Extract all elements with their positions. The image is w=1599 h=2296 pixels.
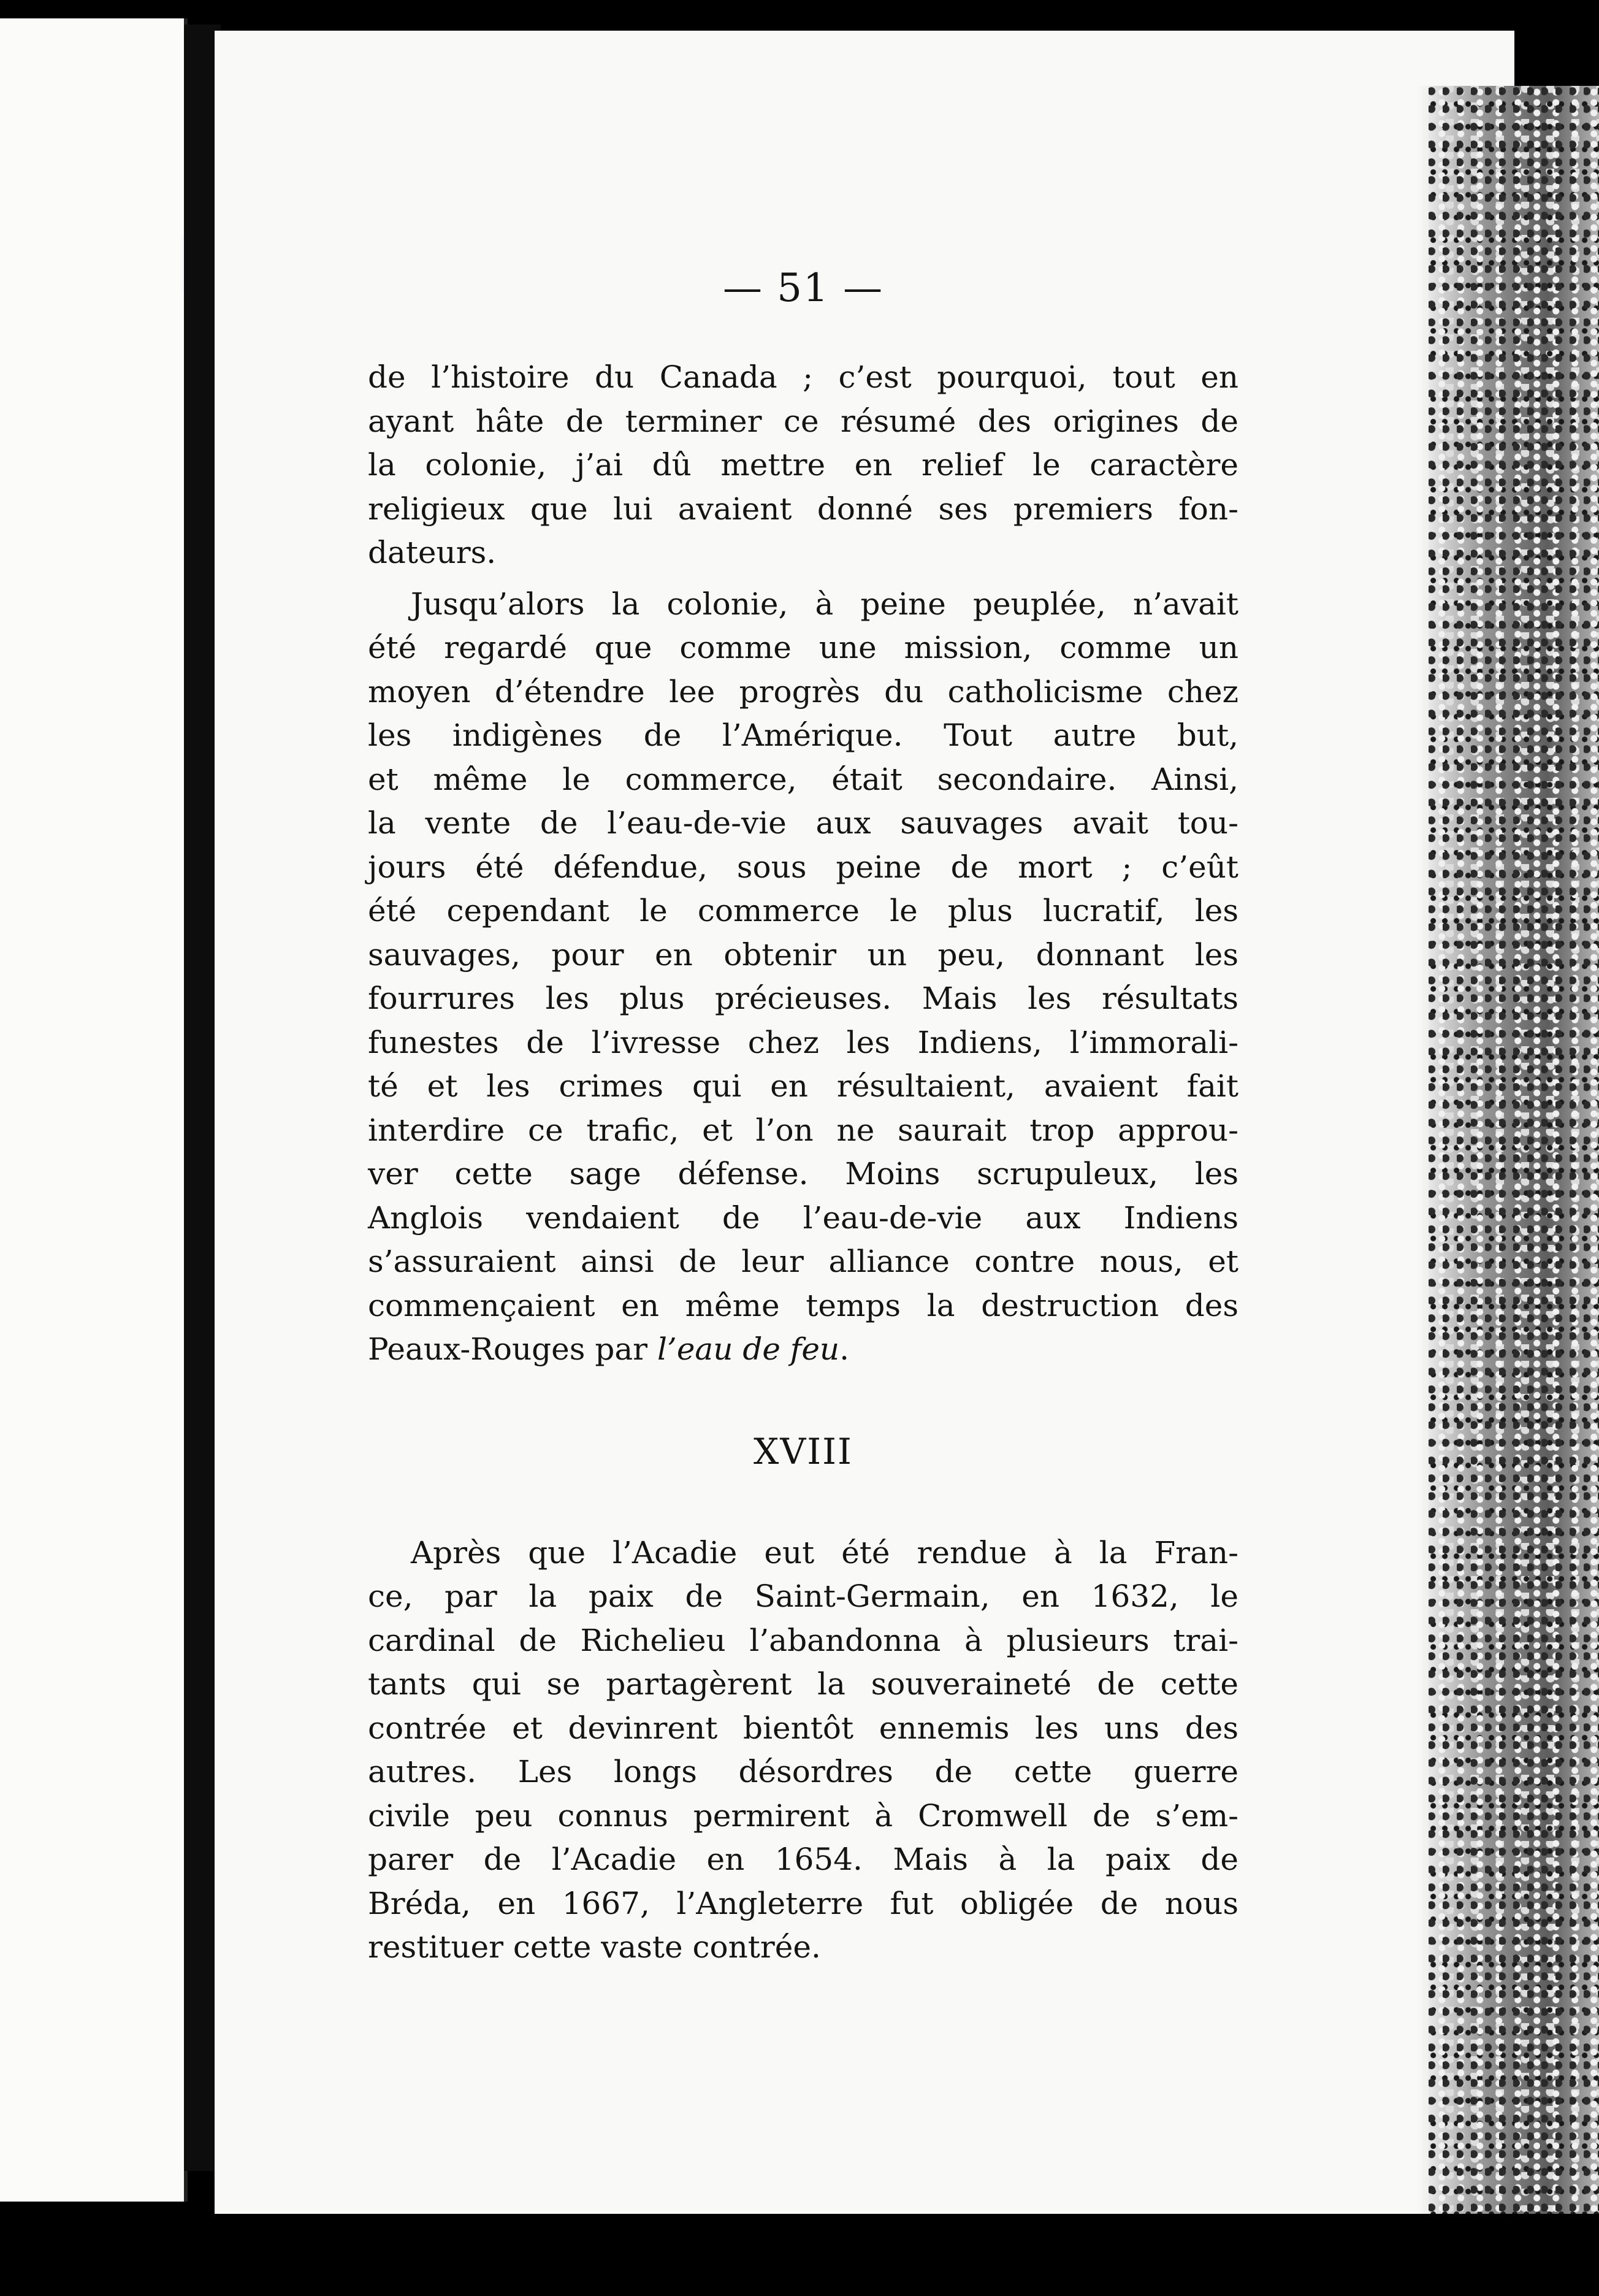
text-line: les indigènes de l’Amérique. Tout autre but,: [368, 718, 1238, 753]
page-fore-edge: [1429, 86, 1599, 2214]
text-line: restituer cette vaste contrée.: [368, 1929, 821, 1965]
text-line: fourrures les plus précieuses. Mais les résultats: [368, 981, 1238, 1016]
previous-page-edge: [0, 18, 188, 2202]
text-line: Jusqu’alors la colonie, à peine peuplée, n’avait: [411, 586, 1238, 622]
text-line: funestes de l’ivresse chez les Indiens, l’immorali-: [368, 1024, 1238, 1060]
text-line: la colonie, j’ai dû mettre en relief le caractère: [368, 447, 1238, 483]
text-segment: .: [839, 1331, 850, 1367]
text-line: moyen d’étendre lee progrès du catholicisme chez: [368, 673, 1238, 710]
text-line: religieux que lui avaient donné ses premiers fon-: [368, 491, 1238, 527]
paragraph-3: [368, 1531, 1238, 1970]
text-line: tants qui se partagèrent la souveraineté de cette: [368, 1666, 1238, 1702]
text-line: Après que l’Acadie eut été rendue à la Fran-: [411, 1534, 1238, 1571]
text-block: [368, 264, 1238, 1970]
text-line: dateurs.: [368, 535, 497, 570]
text-line: sauvages, pour en obtenir un peu, donnant les: [368, 936, 1238, 973]
text-line: Bréda, en 1667, l’Angleterre fut obligée de nous: [368, 1885, 1238, 1921]
text-line: cardinal de Richelieu l’abandonna à plusieurs trai-: [368, 1622, 1238, 1658]
italic-phrase: l’eau de feu: [657, 1331, 840, 1367]
text-line: ce, par la paix de Saint-Germain, en 1632, le: [368, 1578, 1238, 1614]
text-line: de l’histoire du Canada ; c’est pourquoi, tout en: [368, 359, 1238, 395]
text-line: et même le commerce, était secondaire. Ainsi,: [368, 761, 1238, 797]
text-segment: Peaux-Rouges par: [368, 1331, 657, 1367]
text-line: s’assuraient ainsi de leur alliance contre nous, et: [368, 1244, 1238, 1279]
text-line: été regardé que comme une mission, comme un: [368, 630, 1238, 665]
text-line: contrée et devinrent bientôt ennemis les uns des: [368, 1710, 1238, 1746]
text-line: interdire ce trafic, et l’on ne saurait trop approu-: [368, 1112, 1238, 1148]
text-line: Anglois vendaient de l’eau-de-vie aux Indiens: [368, 1200, 1238, 1236]
paragraph-2: [368, 583, 1238, 1372]
text-line: té et les crimes qui en résultaient, avaient fait: [368, 1068, 1238, 1104]
section-heading: XVIII: [754, 1430, 853, 1472]
text-line: ayant hâte de terminer ce résumé des origines de: [368, 403, 1238, 439]
paragraph-1: [368, 356, 1238, 575]
text-line: parer de l’Acadie en 1654. Mais à la paix de: [368, 1842, 1238, 1877]
text-line: la vente de l’eau-de-vie aux sauvages avait tou-: [368, 805, 1238, 841]
text-line-final: [368, 1328, 1238, 1372]
page-number: — 51 —: [722, 266, 884, 311]
text-line: civile peu connus permirent à Cromwell de s’em-: [368, 1797, 1238, 1834]
text-line: ver cette sage défense. Moins scrupuleux, les: [368, 1156, 1238, 1192]
text-line: commençaient en même temps la destruction des: [368, 1287, 1238, 1323]
text-line: été cependant le commerce le plus lucratif, les: [368, 893, 1238, 928]
text-line: jours été défendue, sous peine de mort ; c’eût: [368, 849, 1238, 885]
text-line: autres. Les longs désordres de cette guerre: [368, 1754, 1238, 1789]
